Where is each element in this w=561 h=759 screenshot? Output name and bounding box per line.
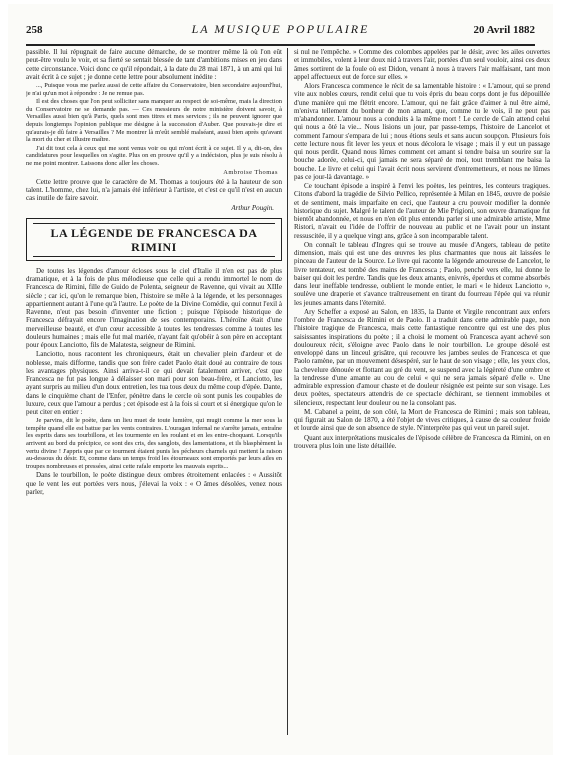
letter-paragraph: ..., Puisque vous me parlez aussi de cette affaire du Conservatoire, bien secondaire aujourd'hui, je n'ai qu'un mot à répondre : Je ne remue pas.	[26, 82, 282, 97]
letter-paragraph: J'ai dit tout cela à ceux qui me sont venus voir ou qui m'ont écrit à ce sujet. Il y a, dit-on, des candidatures pour lesquelles on s'agite. Plus on en prouve qu'il y a indécision, plus je suis résolu à ne me point montrer. Laissons donc aller les choses.	[26, 144, 282, 167]
journal-title: LA MUSIQUE POPULAIRE	[191, 22, 370, 36]
newspaper-page	[8, 4, 553, 755]
article-title-frame	[26, 218, 282, 261]
body-paragraph: Cette lettre prouve que le caractère de M. Thomas a toujours été à la hauteur de son talent. L'homme, chez lui, n'a jamais été inférieur à l'artiste, et c'est ce qu'il n'est en aucun cas inutile de faire savoir.	[26, 177, 282, 203]
author-signature: Arthur Pougin.	[231, 203, 274, 212]
article-paragraph: si nul ne l'empêche. » Comme des colombes appelées par le désir, avec les ailes ouvertes et immobiles, volent à leur doux nid à travers l'air, portées d'un seul vouloir, ainsi ces deux âmes sortirent de la foule où est Didon, venant à nous à travers l'air malfaisant, tant mon appel affectueux eut de force sur elles. »	[294, 48, 550, 81]
letter-paragraph: Il est des choses que l'on peut solliciter sans manquer au respect de soi-même, mais la direction du Conservatoire ne se demande pas. — Ces messieurs de notre ministère doivent savoir, à Versailles aussi bien qu'à Paris, quels sont mes titres et mes services ; ils ne peuvent ignorer que depuis longtemps l'opinion publique me désigne à la succession d'Auber. Que pouvais-je dire et qu'aurais-je dû faire à Versailles ? Me montrer là m'eût semblé malséant, aussi bien après qu'avant la mort du cher et illustre maître.	[26, 98, 282, 144]
column-divider	[287, 48, 288, 735]
article-paragraph: Ce touchant épisode a inspiré à l'envi les poètes, les peintres, les conteurs tragiques. Citons d'abord la tragédie de Silvio Pellico, représentée à Milan en 1845, œuvre de poésie et de sentiment, mais imparfaite en ceci, que l'auteur a cru pouvoir modifier la donnée historique du sujet. Malgré le talent de l'auteur de Mie Prigioni, son œuvre dramatique fut bientôt abandonnée, et nous en n'en eût plus entendu parler si une admirable artiste, Mme Ristori, n'avait eu l'idée de l'offrir de nouveau au public et ne l'avait pour un instant ressuscitée, il y a quelque vingt ans, grâce à son incomparable talent.	[294, 182, 550, 240]
intro-paragraph: passible. Il lui répugnait de faire aucune démarche, de se montrer même là où l'on eût peut-être voulu le voir, et sa fierté se sentait blessée de tant d'ambitions mises en jeu dans cette circonstance. Voici donc ce qu'il répondait, à la date du 28 mai 1871, à un ami qui lui avait écrit à ce sujet ; je donne cette lettre pour absolument inédite :	[26, 48, 282, 81]
letter-signature: Ambroise Thomas	[223, 168, 278, 176]
article-paragraph: Ary Scheffer a exposé au Salon, en 1835, la Dante et Virgile rencontrant aux enfers l'ombre de Francesca de Rimini et de Paolo. Il a traduit dans cette admirable page, non l'histoire tragique de Francesca, mais cette fantastique rencontre qui est une des plus saisissantes inspirations du poète ; il a choisi le moment où Francesca ayant achevé son douloureux récit, s'éloigne avec Paolo dans le noir tourbillon. Le groupe désolé est enveloppé dans un linceul grisâtre, qui recouvre les jambes seules de Francesca et que Paolo ramène, par un mouvement désespéré, sur le haut de son visage ; elle, les yeux clos, la chevelure dénouée et flottant au gré du vent, se suspend avec la légèreté d'une ombre et la tendresse d'une amante au cou de celui « qui ne sera jamais séparé d'elle ». Une admirable expression d'amour chaste et de douleur résignée est peinte sur son visage. Les deux poètes, spectateurs attendris de ce spectacle déchirant, se tiennent immobiles et silencieux, respectant leur douleur ou ne la consolant pas.	[294, 307, 550, 407]
article-paragraph: Dans le tourbillon, le poète distingue deux ombres étroitement enlacées : « Aussitôt que le vent les eut portées vers nous, j'élevai la voix : « O âmes désolées, venez nous parler,	[26, 471, 282, 496]
article-paragraph: Alors Francesca commence le récit de sa lamentable histoire : « L'amour, qui se prend vite aux nobles cœurs, rendit celui que tu vois épris du beau corps dont je fus dépouillée d'une manière qui me flétrit encore. L'amour, qui ne fait grâce d'aimer à nul être aimé, m'enivra tellement du bonheur de mon amant, que, comme tu le vois, il ne peut pas m'abandonner. L'amour nous a conduits à la même mort ! Le cercle de Caïn attend celui qui nous a ôté la vie... Nous lisions un jour, par passe-temps, l'histoire de Lancelot et comment l'amour s'empara de lui ; nous étions seuls et sans aucun soupçon. Plusieurs fois cette lecture nous fit lever les yeux et nous décolora le visage ; mais il y eut un passage qui nous perdit. Quand nous lûmes comment cet amant si tendre baisa un sourire sur la bouche adorée, celui-ci, qui jamais ne sera séparé de moi, tout tremblant me baisa la bouche. Le livre et celui qui l'avait écrit nous servirent d'entremetteurs, et nous ne lûmes pas ce jour-là davantage. »	[294, 82, 550, 181]
page-number: 258	[26, 24, 43, 36]
article-paragraph: Lanciotto, nous racontent les chroniqueurs, était un chevalier plein d'ardeur et de noblesse, mais difforme, tandis que son frère cadet Paolo était doué au contraire de tous les avantages physiques. Ainsi arriva-t-il ce qui devait fatalement arriver, c'est que Francesca ne fut pas longue à délaisser son mari pour son beau-frère, et Lanciotto, les ayant surpris au milieu d'un doux entretien, les tua tous deux du même coup d'épée. Dante, dans le cinquième chant de l'Enfer, pénètre dans le cercle où sont punis les coupables de luxure, ceux que l'amour a perdus ; cet épisode est à la fois si court et si énergique qu'on le peut citer en entier :	[26, 350, 282, 417]
right-column	[294, 48, 550, 739]
page-header	[26, 22, 535, 40]
article-paragraph: De toutes les légendes d'amour écloses sous le ciel d'Italie il n'en est pas de plus dramatique, et à la fois de plus mélodieuse que celle qui a rendu immortel le nom de Francesca de Rimini, fille de Guido de Polenta, seigneur de Ravenne, qui vivait au XIIIe siècle ; car ici, qu'on le remarque bien, l'histoire se mêle à la légende, et les personnages appartiennent autant à l'une qu'à l'autre. Le poète de la Divine Comédie, qui connut l'exil à Ravenne, n'eut pas besoin d'inventer une fiction ; puisque l'épisode historique de Francesca défrayait encore l'imagination de ses contemporains. L'héroïne était d'une merveilleuse beauté, et d'un cœur accessible à toutes les tendresses comme à toutes les douleurs humaines ; mais elle fut mal mariée, n'ayant fait qu'obéir à son père en acceptant pour époux Lanciotto, fils de Malatesta, seigneur de Rimini.	[26, 266, 282, 350]
issue-date: 20 Avril 1882	[473, 24, 535, 36]
article-paragraph: M. Cabanel a peint, de son côté, la Mort de Francesca de Rimini ; mais son tableau, qui figurait au Salon de 1870, a été l'objet de vives critiques, à cause de sa couleur froide et lourde ainsi que de son absence de style. N'interprète pas qui veut un pareil sujet.	[294, 407, 550, 433]
left-column	[26, 48, 282, 739]
quote-paragraph: Je parvins, dit le poète, dans un lieu muet de toute lumière, qui mugit comme la mer sous la tempête quand elle est battue par les vents contraires. L'ouragan infernal ne s'arrête jamais, entraîne les esprits dans ses tourbillons, et les tourmente en les roulant et en les entre-choquant. Lorsqu'ils arrivent au bord du précipice, ce sont des cris, des sanglots, des lamentations, et ils blasphèment la vertu divine ! J'appris que par ce tourment étaient punis les pécheurs charnels qui mettent la raison au-dessous du désir. Et, comme dans un temps froid les étourneaux sont emportés par leurs ailes en troupes nombreuses et pressées, ainsi cette rafale emporte les mauvais esprits...	[26, 417, 282, 470]
header-rule	[26, 44, 535, 46]
article-paragraph: On connaît le tableau d'Ingres qui se trouve au musée d'Angers, tableau de petite dimension, mais qui est une des œuvres les plus charmantes que nous ait laissées le pinceau de l'auteur de la Source. Le livre qui raconte la légende amoureuse de Lancelot, le livre tentateur, est tombé des mains de Francesca ; Paolo, penché vers elle, lui donne le baiser qui doit les perdre. Tandis que les deux amants, enivrés, éperdus et comme absorbés dans leur ineffable tendresse, oublient le monde entier, le mari « le hideux Lanciotto », soulève une draperie et s'avance traîtreusement en tirant du fourreau l'épée qui va réunir les jeunes amants dans l'éternité.	[294, 240, 550, 307]
article-title: LA LÉGENDE DE FRANCESCA DA RIMINI	[50, 225, 258, 254]
article-paragraph: Quant aux interprétations musicales de l'épisode célèbre de Francesca da Rimini, on en trouvera plus loin une liste détaillée.	[294, 433, 550, 450]
